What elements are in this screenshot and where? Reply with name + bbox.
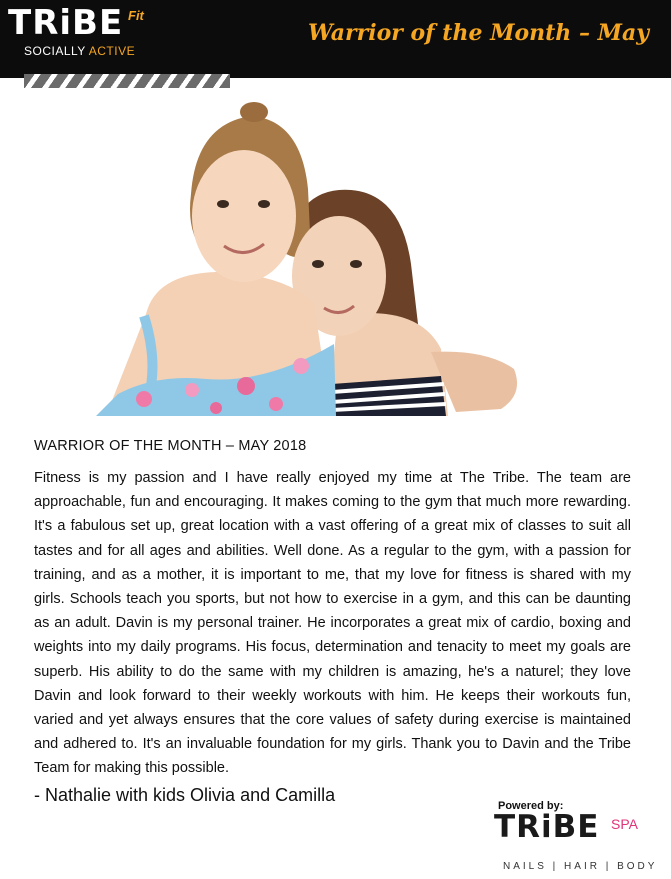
header-title: Warrior of the Month – May <box>307 20 649 46</box>
article-body: Fitness is my passion and I have really enjoyed my time at The Tribe. The team are approachable, fun and encouraging. It makes coming to the gym that much more rewarding. It's a fabulous set up, great location with a vast offering of a great mix of classes to suit all tastes and for all ages and abilities. Well done. As a regular to the gym, with a passion for training, and as a mother, it is important to me, that my love for fitness is shared with my girls. Schools teach you sports, but not how to exercise in a gym, and this can be daunting as an adult. Davin is my personal trainer. He incorporates a great mix of cardio, boxing and weights into my daily programs. His focus, determination and tenacity to meet my goals are superb. His ability to do the same with my children is amazing, he's a naturel; they love Davin and look forward to their weekly workouts with him. He keeps their workouts fun, varied and yet always ensures that the core values of safety during exercise is maintained and adhered to. It's an invaluable foundation for my girls. Thank you to Davin and the Tribe Team for making this possible. <box>34 470 631 777</box>
logo-fit-text: Fit <box>128 8 144 23</box>
article-signature: - Nathalie with kids Olivia and Camilla <box>34 785 336 805</box>
spa-logo-tag: SPA <box>611 816 638 832</box>
stripe-decoration <box>24 74 230 88</box>
logo-tagline <box>24 44 135 58</box>
tagline-part1: SOCIALLY <box>24 44 86 58</box>
powered-by-label: Powered by: <box>498 800 564 812</box>
tribe-spa-logo: TRiBE <box>494 809 600 845</box>
spa-services-tagline: NAILS | HAIR | BODY <box>503 861 658 872</box>
tagline-part2: ACTIVE <box>88 44 136 58</box>
photo-two-girls <box>96 94 528 416</box>
tribe-fit-logo: TRiBE <box>8 3 124 43</box>
header-banner <box>0 0 671 78</box>
article-heading: WARRIOR OF THE MONTH – MAY 2018 <box>34 438 307 454</box>
